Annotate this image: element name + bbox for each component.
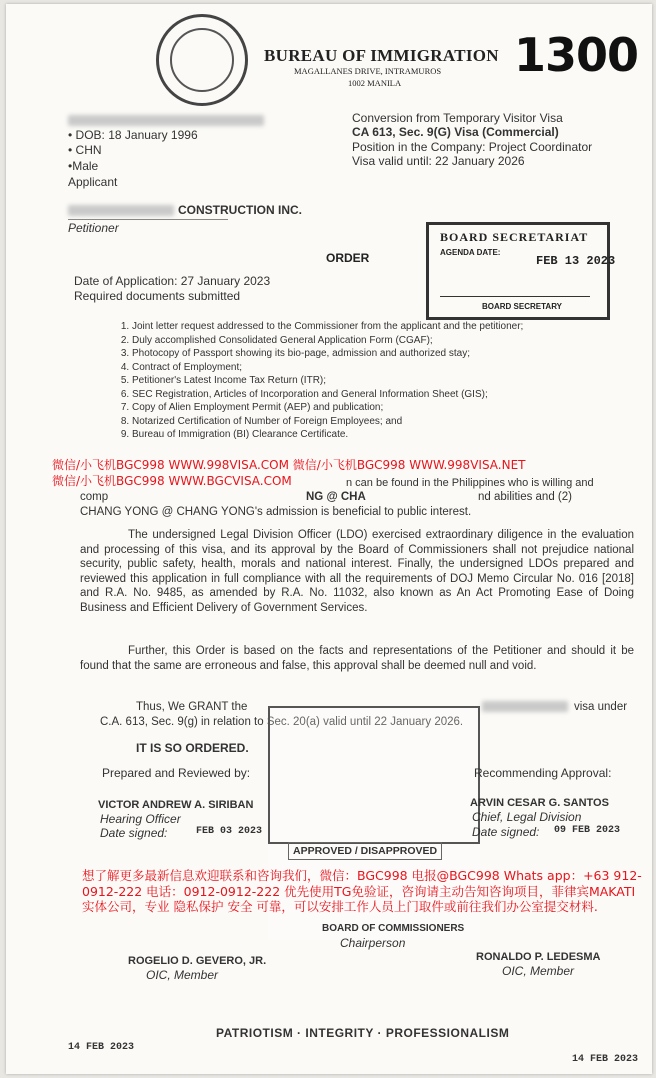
watermark-bottom: 想了解更多最新信息欢迎联系和咨询我们，微信：BGC998 电报@BGC998 Whats app：+63 912-0912-222 电话：0912-0912-222 优先使用TG免验证，咨询请主动告知咨询项目，菲律宾MAKATI 实体公司，专业 隐私保护 安全 可靠，可以安排工作人员上门取件或前往我们办公室提交材料. (82, 868, 642, 914)
requirement-item: 2. Duly accomplished Consolidated General Application Form (CGAF); (132, 334, 632, 348)
requirement-item: 7. Copy of Alien Employment Permit (AEP) and publication; (132, 401, 632, 415)
visa-conversion: Conversion from Temporary Visitor Visa (352, 111, 563, 125)
stamp-date: FEB 13 2023 (536, 254, 616, 268)
applicant-nationality: • CHN (68, 143, 102, 157)
requirement-item: 6. SEC Registration, Articles of Incorporation and General Information Sheet (GIS); (132, 388, 632, 402)
approved-stamp: APPROVED / DISAPPROVED (288, 842, 442, 860)
board-label: BOARD OF COMMISSIONERS (322, 923, 465, 934)
applicant-role: Applicant (68, 175, 118, 189)
footer-motto: PATRIOTISM · INTEGRITY · PROFESSIONALISM (216, 1026, 510, 1040)
order-title: ORDER (326, 251, 370, 265)
stamp-board-secretary: BOARD SECRETARY (482, 302, 563, 311)
footer-date-left: 14 FEB 2023 (68, 1042, 135, 1053)
grant-line2: C.A. 613, Sec. 9(g) in relation to Sec. 20(a) valid until 22 January 2026. (100, 716, 464, 728)
applicant-sex: •Male (68, 159, 99, 173)
visa-valid-until: Visa valid until: 22 January 2026 (352, 154, 525, 168)
body-partial-line2b: NG @ CHA (306, 491, 366, 503)
victor-name: VICTOR ANDREW A. SIRIBAN (98, 799, 254, 811)
rogelio-name: ROGELIO D. GEVERO, JR. (128, 955, 267, 967)
petitioner-name: CONSTRUCTION INC. (178, 203, 302, 217)
approval-overlay-stamp (268, 706, 480, 844)
watermark-line2: 微信/小飞机BGC998 WWW.BGCVISA.COM (52, 474, 292, 488)
requirement-item: 5. Petitioner's Latest Income Tax Return (ITR); (132, 374, 632, 388)
redacted-grant-name (482, 701, 568, 712)
applicant-dob: • DOB: 18 January 1996 (68, 128, 198, 142)
ronaldo-name: RONALDO P. LEDESMA (476, 951, 601, 963)
required-docs: Required documents submitted (74, 289, 241, 303)
body-partial-line1: n can be found in the Philippines who is willing and (346, 477, 594, 489)
body-partial-line2a: comp (80, 491, 109, 503)
application-date: Date of Application: 27 January 2023 (74, 274, 271, 288)
watermark-line1: 微信/小飞机BGC998 WWW.998VISA.COM 微信/小飞机BGC998 WWW.998VISA.NET (52, 458, 526, 472)
bureau-seal-icon (156, 14, 248, 106)
recommending-label: Recommending Approval: (474, 766, 612, 780)
stamp-agenda-label: AGENDA DATE: (440, 248, 501, 257)
prepared-label: Prepared and Reviewed by: (102, 766, 251, 780)
stamp-divider (440, 296, 590, 297)
so-ordered: IT IS SO ORDERED. (136, 741, 249, 755)
bureau-title: BUREAU OF IMMIGRATION (264, 46, 499, 65)
redacted-applicant-name (68, 115, 264, 126)
body-partial-line2c: nd abilities and (2) (478, 491, 572, 503)
victor-date-label: Date signed: (100, 826, 168, 840)
handwritten-number: 1300 (514, 28, 639, 82)
requirements-list (110, 320, 632, 442)
ronaldo-title: OIC, Member (502, 964, 575, 978)
rogelio-title: OIC, Member (146, 968, 219, 982)
body-paragraph-ldo: The undersigned Legal Division Officer (LDO) exercised extraordinary diligence in the evaluation and processing of this visa, and its approval by the Board of Commissioners shall not prejudice national security, public safety, health, morals and national interest. Finally, the undersigned LDOs prepared and reviewed this application in full compliance with all the requirements of DOJ Memo Circular No. 016 [2018] and R.A. No. 9485, as amended by R.A. No. 11032, also known as An Act Promoting Ease of Doing Business and Efficient Delivery of Government Services. (80, 529, 634, 614)
chairperson-title: Chairperson (340, 936, 406, 950)
arvin-date-label: Date signed: (472, 825, 540, 839)
visa-type: CA 613, Sec. 9(G) Visa (Commercial) (352, 125, 559, 139)
requirement-item: 9. Bureau of Immigration (BI) Clearance Certificate. (132, 428, 632, 442)
requirement-item: 4. Contract of Employment; (132, 361, 632, 375)
footer-date-right: 14 FEB 2023 (572, 1054, 639, 1065)
requirement-item: 3. Photocopy of Passport showing its bio-page, admission and authorized stay; (132, 347, 632, 361)
requirement-item: 8. Notarized Certification of Number of Foreign Employees; and (132, 415, 632, 429)
grant-line-start: Thus, We GRANT the (136, 701, 248, 713)
body-paragraph-further: Further, this Order is based on the facts and representations of the Petitioner and should it be found that the same are erroneous and false, this approval shall be deemed null and void. (80, 645, 634, 672)
arvin-name: ARVIN CESAR G. SANTOS (470, 797, 609, 809)
redacted-petitioner-name (68, 205, 174, 216)
visa-position: Position in the Company: Project Coordinator (352, 140, 593, 154)
bureau-address-line2: 1002 MANILA (348, 78, 402, 88)
victor-date: FEB 03 2023 (196, 826, 263, 837)
arvin-title: Chief, Legal Division (472, 810, 582, 824)
arvin-date: 09 FEB 2023 (554, 825, 621, 836)
stamp-title: BOARD SECRETARIAT (440, 230, 589, 244)
petitioner-role: Petitioner (68, 219, 228, 235)
bureau-address-line1: MAGALLANES DRIVE, INTRAMUROS (294, 66, 442, 76)
document-page (6, 4, 652, 1074)
body-partial-line3: CHANG YONG @ CHANG YONG's admission is beneficial to public interest. (80, 506, 472, 518)
grant-line-end: visa under (574, 701, 628, 713)
victor-title: Hearing Officer (100, 812, 181, 826)
requirement-item: 1. Joint letter request addressed to the Commissioner from the applicant and the petitioner; (132, 320, 632, 334)
